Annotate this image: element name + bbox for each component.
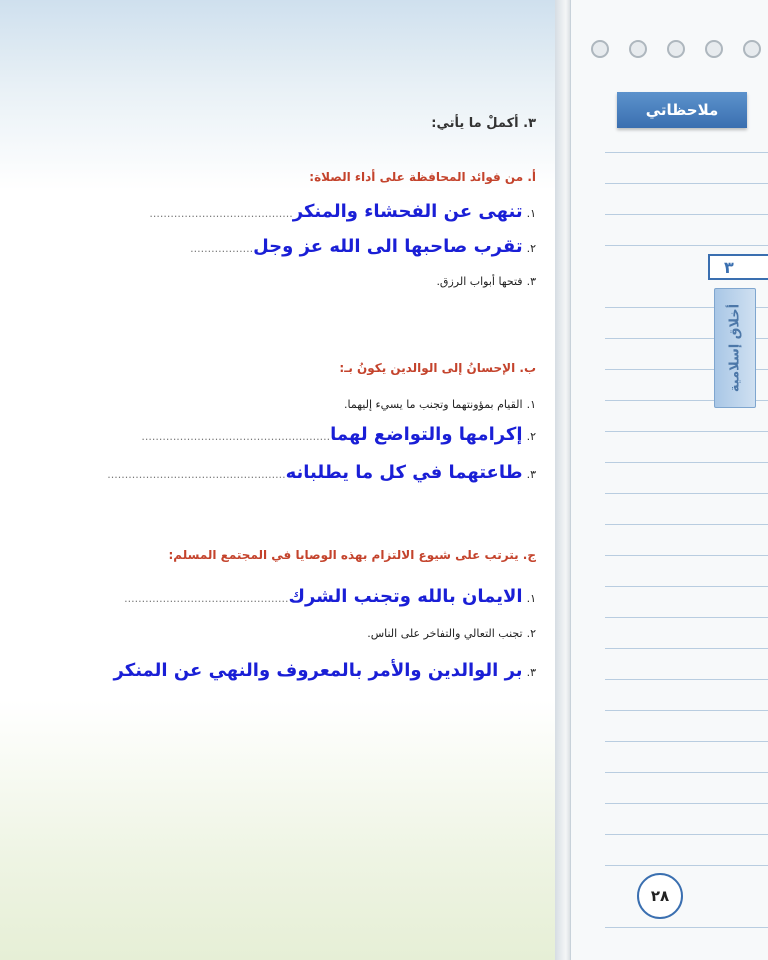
notes-panel (570, 0, 768, 960)
page-number: ٢٨ (637, 873, 683, 919)
note-line (605, 617, 768, 618)
fill-dots: ......................................... (149, 207, 293, 220)
section-c-heading: ج. يترتب على شيوع الالتزام بهذه الوصايا في المجتمع المسلم: (168, 548, 536, 562)
section-a-item-2 (190, 236, 536, 257)
item-number: ٣. (526, 468, 536, 481)
section-b-item-1 (344, 398, 536, 411)
section-c-item-2 (367, 627, 536, 640)
section-a-item-1 (149, 201, 536, 222)
note-line (605, 679, 768, 680)
answer-text: طاعتهما في كل ما يطلبانه (285, 462, 523, 483)
binder-ring-icon (743, 40, 761, 58)
item-number: ٣. (526, 666, 536, 679)
item-number: ١. (526, 398, 536, 411)
item-number: ٣. (526, 275, 536, 288)
fill-dots: ................................................... (107, 468, 286, 481)
section-c-item-3 (114, 660, 536, 681)
note-line (605, 245, 768, 246)
answer-text: تنهى عن الفحشاء والمنكر (292, 201, 523, 222)
answer-text: إكرامها والتواضع لهما (330, 424, 523, 445)
note-line (605, 586, 768, 587)
item-number: ٢. (526, 430, 536, 443)
answer-text: تقرب صاحبها الى الله عز وجل (253, 236, 523, 257)
item-number: ١. (526, 207, 536, 220)
binder-ring-icon (629, 40, 647, 58)
answer-text: بر الوالدين والأمر بالمعروف والنهي عن المنكر (113, 660, 523, 681)
binder-ring-icon (705, 40, 723, 58)
note-line (605, 772, 768, 773)
note-line (605, 183, 768, 184)
note-line (605, 927, 768, 928)
binder-ring-icon (667, 40, 685, 58)
note-line (605, 431, 768, 432)
note-line (605, 741, 768, 742)
item-text: تجنب التعالي والتفاخر على الناس. (367, 627, 523, 640)
item-number: ١. (526, 592, 536, 605)
item-text: القيام بمؤونتهما وتجنب ما يسيء إليهما. (344, 398, 523, 411)
note-line (605, 803, 768, 804)
section-a-item-3 (436, 275, 536, 288)
section-a-heading: أ. من فوائد المحافظة على أداء الصلاة: (309, 170, 536, 184)
binder-ring-icon (591, 40, 609, 58)
section-b-item-2 (141, 424, 536, 445)
note-line (605, 462, 768, 463)
unit-number-box: ٣ (708, 254, 768, 280)
note-line (605, 865, 768, 866)
section-b-item-3 (107, 462, 536, 483)
note-line (605, 710, 768, 711)
note-line (605, 648, 768, 649)
subject-side-tab (714, 288, 756, 408)
answer-text: الايمان بالله وتجنب الشرك (288, 586, 523, 607)
note-line (605, 493, 768, 494)
note-line (605, 834, 768, 835)
question-title: ٣. أكملْ ما يأتي: (431, 116, 536, 131)
fill-dots: ............................................... (124, 592, 289, 605)
notes-title-tab: ملاحظاتي (617, 92, 747, 128)
fill-dots: ...................................................... (141, 430, 331, 443)
section-b-heading: ب. الإحسانُ إلى الوالدين يكونُ بـ: (339, 361, 536, 375)
subject-side-tab-label: أخلاق إسلامية (727, 303, 743, 393)
fill-dots: .................. (190, 242, 254, 255)
item-number: ٢. (526, 242, 536, 255)
note-line (605, 152, 768, 153)
section-c-item-1 (124, 586, 536, 607)
note-line (605, 555, 768, 556)
note-line (605, 214, 768, 215)
item-number: ٢. (526, 627, 536, 640)
item-text: فتحها أبواب الرزق. (436, 275, 523, 288)
note-line (605, 524, 768, 525)
